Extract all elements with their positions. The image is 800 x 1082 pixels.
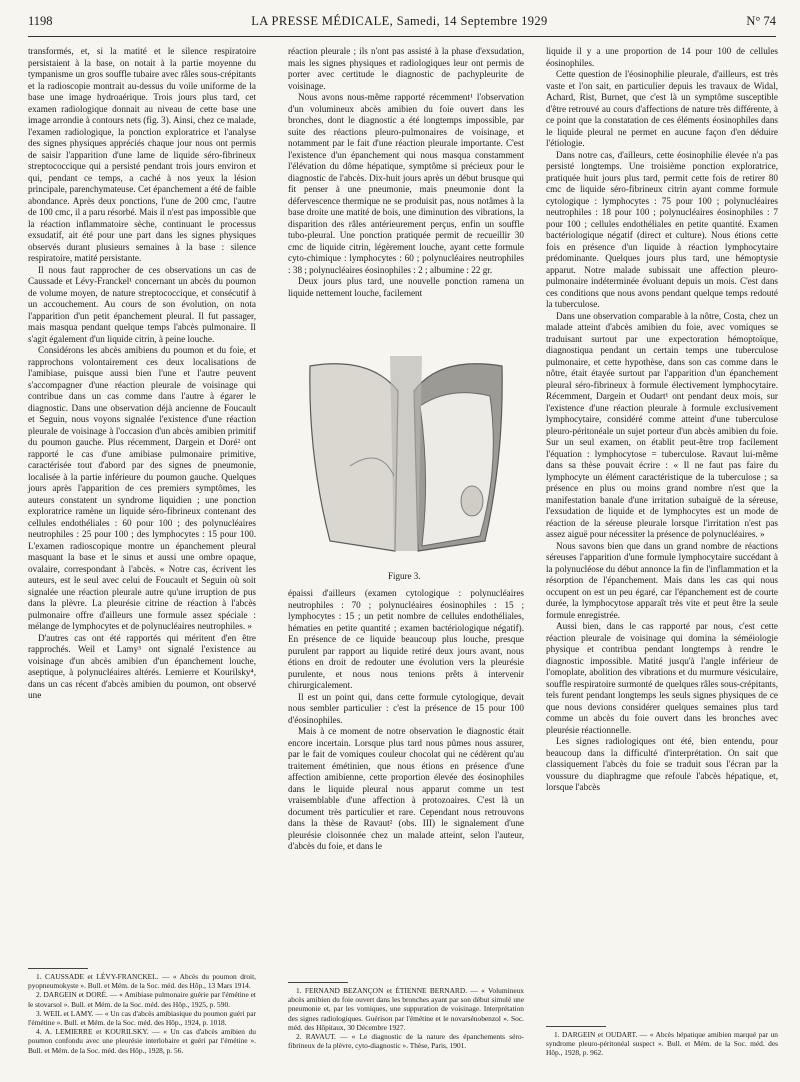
column-3 (546, 46, 778, 794)
figure-caption: Figure 3. (388, 571, 421, 581)
paragraph: réaction pleurale ; ils n'ont pas assisté à la phase d'exsudation, mais les signes physiques et radiologiques leur ont permis de porter avec certitude le diagnostic de pachypleurite de voisinage. (288, 46, 524, 91)
paragraph: Dans une observation comparable à la nôtre, Costa, chez un malade atteint d'abcès amibien du foie, avec vomiques se traduisant surtout par une expectoration hémoptoïque, diagnostiqua pendant un certain temps une tuberculose pulmonaire, et cette hypothèse, dans son cas comme dans le nôtre, était étayée surtout par l'apparition d'un épanchement pleural séro-fibrineux à formule électivement lymphocytaire. Récemment, Dargein et Oudart¹ ont pendant deux mois, sur l'existence d'une réaction pleurale à formule exclusivement lymphocytaire, considéré comme atteint d'une tuberculose pleuro-péritonéale un sujet porteur d'un abcès amibien du foie. Sur un seul examen, on établit peut-être trop facilement l'équation : lymphocytose = tuberculose. Ravaut lui-même dans sa thèse pouvait écrire : « Il ne faut pas faire du lymphocyte un élément caractéristique de la tuberculose ; sa présence en plus ou moins grand nombre n'est que la manifestation banale d'une irritation subaiguë de la séreuse, l'exsudation de liquide et de lymphocytes est un mode de réaction de la séreuse pleurale lorsque l'irritation n'est pas assez aiguë pour nécessiter la présence de polynucléaires. » (546, 310, 778, 539)
footnotes-column-1 (28, 972, 256, 1055)
footnote: 4. A. LEMIERRE et KOURILSKY. — « Un cas d'abcès amibien du poumon confondu avec une pleurésie interlobaire et guéri par l'émétine ». Bull. et Mém. de la Soc. méd. des Hôp., 1928, p. 56. (28, 1027, 256, 1055)
paragraph: Les signes radiologiques ont été, bien entendu, pour beaucoup dans la difficulté d'interprétation. On sait que classiquement l'abcès du foie se traduit sous l'écran par la voussure du diaphragme que refoule l'abcès hépatique, et, lorsque l'abcès (546, 736, 778, 792)
footnote: 3. WEIL et LAMY. — « Un cas d'abcès amibiasique du poumon guéri par l'émétine ». Bull. et Mém. de la Soc. méd. des Hôp., 1924, p. 1018. (28, 1008, 256, 1028)
paragraph: Considérons les abcès amibiens du poumon et du foie, et rapprochons volontairement ces deux localisations de l'amibiase, puisque aussi bien l'une et l'autre peuvent s'accompagner d'une réaction pleurale de voisinage qui contribue dans un cas comme dans l'autre à égarer le diagnostic. Dans une observation déjà ancienne de Foucault et Seguin, nous voyons signalée l'existence d'une réaction pleurale de voisinage à l'occasion d'un abcès amibien primitif du poumon gauche. Plus récemment, Dargein et Doré² ont rapporté le cas d'une amibiase pulmonaire primitive, caractérisée tout d'abord par des signes de pneumonie, localisée à la partie inférieure du poumon gauche. Quelques jours après l'apparition de ces premiers symptômes, les auteurs constatent un syndrome liquidien ; une ponction exploratrice ramène un liquide séro-fibrineux contenant des cellules endothéliales : 60 pour 100 ; des polynucléaires neutrophiles : 25 pour 100 ; des lymphocytes : 15 pour 100. L'examen radioscopique montre un épanchement pleural masquant la base et le sinus et aussi une ombre opaque, ovalaire, correspondant à l'abcès. « Notre cas, écrivent les auteurs, est le seul avec celui de Foucault et Seguin où soit signalée une réaction pleurale autre qu'une irruption de pus dans la plèvre. La pleurésie citrine de réaction à l'abcès pulmonaire offre d'ailleurs une formule assez spéciale : mélange de lymphocytes et de polynucléaires neutrophiles. » (28, 345, 256, 631)
rounded-abscess-image (461, 486, 483, 516)
paragraph: Il est un point qui, dans cette formule cytologique, devait nous sembler particulier : c'est la présence de 15 pour 100 d'éosinophiles. (288, 691, 524, 725)
paragraph: Nous avons nous-même rapporté récemment¹ l'observation d'un volumineux abcès amibien du foie ouvert dans les bronches, dont le diagnostic a été longtemps impossible, par suite des réactions pleuro-pulmonaires de voisinage, et notamment par le fait d'une réaction pleurale importante. C'est l'existence d'un épanchement qui nous masqua constamment l'élévation du dôme hépatique, symptôme si précieux pour le diagnostic de l'abcès. Dix-huit jours après un début brusque qui fit penser à une pneumonie, mais pneumonie dont la défervescence thermique ne se produisit pas, nous notâmes à la base droite une matité de bois, une diminution des vibrations, la disparition des râles antérieurement perçus, enfin un souffle tubo-pleural. Une ponction pratiquée permit de recueillir 30 cmc de liquide citrin, légèrement louche, ayant cette formule cyto-chimique : lymphocytes : 60 ; polynucléaires neutrophiles : 38 ; polynucléaires éosinophiles : 2 ; albumine : 22 gr. (288, 92, 524, 275)
paragraph: Cette question de l'éosinophilie pleurale, d'ailleurs, est très vaste et l'on sait, en particulier depuis les travaux de Widal, Achard, Rist, Burnet, que c'est là un symptôme susceptible d'être retrouvé au cours d'affections de nature très différente, à ce point que la constatation de ces éléments éosinophiles dans le liquide pleural ne permet en aucune façon d'en déduire l'étiologie. (546, 69, 778, 148)
journal-page (28, 14, 776, 1078)
paragraph: Il nous faut rapprocher de ces observations un cas de Caussade et Lévy-Franckel¹ concernant un abcès du poumon de volume moyen, de nature streptococcique, et consécutif à un accouchement. Au cours de son évolution, on nota l'apparition d'un petit épanchement pleural. Il fut passager, mais masqua pendant quelque temps l'abcès pulmonaire. Il s'agit également d'un liquide citrin, à peine louche. (28, 264, 256, 344)
issue-number: N° 74 (746, 14, 776, 28)
chest-radiograph-illustration (290, 336, 522, 566)
footnote: 2. DARGEIN et DORÉ. — « Amibiase pulmonaire guérie par l'émétine et le stovarsol ». Bull. et Mém. de la Soc. méd. des Hôp., 1925, p. 590. (28, 990, 256, 1009)
page-number: 1198 (28, 14, 53, 28)
paragraph: Dans notre cas, d'ailleurs, cette éosinophilie élevée n'a pas persisté longtemps. Une troisième ponction exploratrice, pratiquée huit jours plus tard, permit cette fois de retirer 80 cmc de liquide séro-fibrineux citrin ayant comme formule cytologique : lymphocytes : 75 pour 100 ; polynucléaires neutrophiles : 18 pour 100 ; polynucléaires éosinophiles : 7 pour 100 ; cellules endothéliales en petite quantité. Examen bactériologique négatif (direct et culture). Nous étions cette fois en présence d'un liquide à réaction lymphocytaire prédominante. Quelques jours plus tard, une hémoptysie apparut. Notre malade subissait une affection pleuro-pulmonaire indéterminée évoluant depuis un mois. C'est dans ces conditions que nous avons pendant quelque temps redouté la tuberculose. (546, 149, 778, 309)
footnotes-column-2 (288, 986, 524, 1050)
footnote-rule (546, 1026, 606, 1027)
paragraph: Mais à ce moment de notre observation le diagnostic était encore incertain. Lorsque plus tard nous pûmes nous assurer, par le fait de vomiques couleur chocolat qui ne cédèrent qu'au traitement émétinien, que nous étions en présence d'une affection amibienne, cette proportion élevée des éosinophiles dans le liquide pleural nous apparut comme un test vraisemblable d'une affection à protozoaires. C'est là un document très particulier et rare. Cependant nous retrouvons dans la thèse de Ravaut² (obs. III) le signalement d'une pleurésie cloisonnée chez un malade atteint, selon l'auteur, d'abcès du foie, et dans le (288, 726, 524, 851)
footnote-rule (28, 968, 88, 969)
paragraph: transformés, et, si la matité et le silence respiratoire persistaient à la base, on notait à la partie moyenne du tympanisme un gros souffle tubaire avec râles sous-crépitants et la radioscopie montrait au-dessus du voile uniforme de la base une image hydroaérique. Trois jours plus tard, cet examen radiologique donnait au niveau de cette base une image arrondie à contours nets (fig. 3). Ainsi, chez ce malade, l'examen radiologique, la ponction exploratrice et l'analyse des signes physiques appréciés chaque jour nous ont permis de saisir l'apparition d'une lame de liquide séro-fibrineux streptococcique qui a persisté pendant trois jours environ et qui, pendant ce temps, a caché à nos yeux la lésion principale, parenchymateuse. Cet épanchement a été de faible abondance. Après deux ponctions, l'une de 200 cmc, l'autre de 100 cmc, il a paru résorbé. Mais il n'est pas impossible que la réaction inflammatoire sèche, continuant le processus exsudatif, ait été pour une part dans les signes physiques observés durant plusieurs semaines à la base : silence respiratoire, matité persistante. (28, 46, 256, 263)
paragraph: épaissi d'ailleurs (examen cytologique : polynucléaires neutrophiles : 70 ; polynucléaires éosinophiles : 15 ; lymphocytes : 15 ; un petit nombre de cellules endothéliales, hématies en petite quantité ; examen bactériologique négatif). En présence de ce liquide beaucoup plus louche, presque purulent par rapport au liquide retiré deux jours avant, nous étions en droit de redouter une évolution vers la pleurésie purulente, et nous nous tenions prêts à intervenir chirurgicalement. (288, 588, 524, 690)
footnote: 1. DARGEIN et OUDART. — « Abcès hépatique amibien marqué par un syndrome pleuro-péritonéal suspect ». Bull. et Mém. de la Soc. méd. des Hôp., 1928, p. 962. (546, 1030, 778, 1058)
paragraph: liquide il y a une proportion de 14 pour 100 de cellules éosinophiles. (546, 46, 778, 68)
footnote: 1. FERNAND BEZANÇON et ÉTIENNE BERNARD. — « Volumineux abcès amibien du foie ouvert dans les bronches ayant par son début simulé une pneumonie et, par les vomiques, une suppuration de voisinage. Interprétation des signes radiologiques. Guérison par l'émétine et le novarsénobenzol ». Soc. méd. des Hôpitaux, 30 Décembre 1927. (288, 986, 524, 1032)
column-2-bottom (288, 588, 524, 853)
mediastinum-shadow (390, 356, 422, 551)
column-1 (28, 46, 256, 702)
column-2-top (288, 46, 524, 299)
figure-3-radiograph (290, 336, 522, 566)
journal-title: LA PRESSE MÉDICALE, Samedi, 14 Septembre 1929 (251, 14, 548, 28)
paragraph: Aussi bien, dans le cas rapporté par nous, c'est cette réaction pleurale de voisinage qui domina la séméiologie physique et contribua pendant longtemps à rendre le diagnostic impossible. Matité jusqu'à l'angle inférieur de l'omoplate, abolition des vibrations et du murmure vésiculaire, souffle respiratoire surmonté de quelques râles sous-crépitants, tels furent pendant longtemps les seuls signes physiques de ce que nous devions considérer quelques semaines plus tard comme un abcès du foie ouvert dans les bronches avec pleurésie réactionnelle. (546, 621, 778, 735)
footnotes-column-3 (546, 1030, 778, 1058)
paragraph: Nous savons bien que dans un grand nombre de réactions séreuses l'apparition d'une formule lymphocytaire succédant à la polynucléose du début annonce la fin de l'inflammation et la résorption de l'épanchement. Mais dans les cas qui nous occupent on est un peu égaré, car l'épanchement est de courte durée, la lymphocytose apparaît très vite et peut être la seule formule enregistrée. (546, 540, 778, 620)
page-header (28, 14, 776, 37)
footnote: 1. CAUSSADE et LÉVY-FRANCKEL. — « Abcès du poumon droit, pyopneumokyste ». Bull. et Mém. de la Soc. méd. des Hôp., 13 Mars 1914. (28, 972, 256, 991)
paragraph: Deux jours plus tard, une nouvelle ponction ramena un liquide nettement louche, facilement (288, 276, 524, 298)
hydroaeric-area (420, 393, 493, 546)
footnote-rule (288, 982, 348, 983)
footnote: 2. RAVAUT. — « Le diagnostic de la nature des épanchements séro-fibrineux de la plèvre, cyto-diagnostic ». Thèse, Paris, 1901. (288, 1032, 524, 1051)
paragraph: D'autres cas ont été rapportés qui méritent d'en être rapprochés. Weil et Lamy³ ont signalé l'existence au voisinage d'un abcès amibien d'un épanchement louche, aseptique, à polynucléaires altérés. Lemierre et Kourilsky⁴, dans un cas récent d'abcès amibien du poumon, ont observé une (28, 632, 256, 700)
